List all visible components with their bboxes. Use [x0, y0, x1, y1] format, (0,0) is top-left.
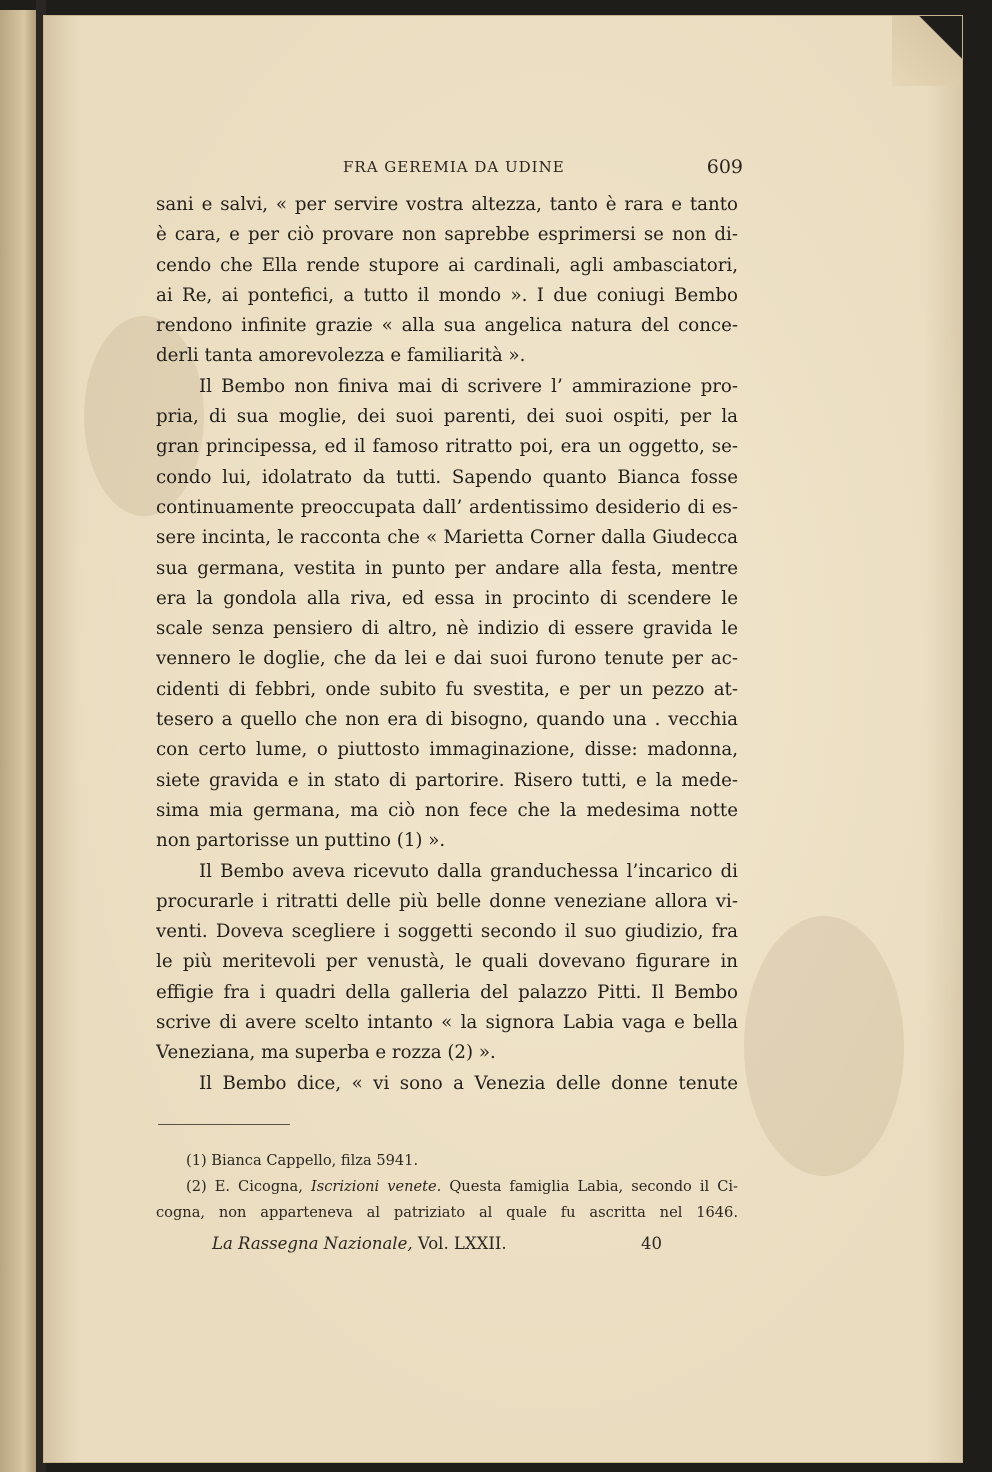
- footnote-2-text: Questa famiglia Labia, secondo il Ci-: [449, 1178, 738, 1195]
- text-line: venti. Doveva scegliere i soggetti secondo il suo giudizio, fra: [156, 921, 738, 943]
- text-line: le più meritevoli per venustà, le quali dovevano figurare in: [156, 951, 738, 973]
- text-line: con certo lume, o piuttosto immaginazione, disse: madonna,: [156, 739, 738, 761]
- text-line: era la gondola alla riva, ed essa in procinto di scendere le: [156, 587, 738, 609]
- running-head: [343, 156, 743, 180]
- text-line: scrive di avere scelto intanto « la signora Labia vaga e bella: [156, 1012, 738, 1034]
- footnote-2-marker: (2) E. Cicogna,: [186, 1178, 303, 1195]
- footnote-2-continuation: cogna, non apparteneva al patriziato al quale fu ascritta nel 1646.: [156, 1204, 738, 1221]
- footnote-1: (1) Bianca Cappello, filza 5941.: [186, 1152, 419, 1169]
- footnote-separator: [158, 1124, 290, 1125]
- paragraph-start-line: Il Bembo non finiva mai di scrivere l’ ammirazione pro-: [199, 375, 738, 397]
- signature-journal: La Rassegna Nazionale,: [212, 1234, 413, 1253]
- text-line: sani e salvi, « per servire vostra altezza, tanto è rara e tanto: [156, 194, 738, 215]
- text-line: condo lui, idolatrato da tutti. Sapendo quanto Bianca fosse: [156, 466, 738, 488]
- text-line: effigie fra i quadri della galleria del palazzo Pitti. Il Bembo: [156, 981, 738, 1003]
- page-number: 609: [706, 156, 743, 178]
- footnote-2-title: Iscrizioni venete.: [310, 1178, 442, 1195]
- text-line: tesero a quello che non era di bisogno, quando una . vecchia: [156, 709, 738, 731]
- text-line: sere incinta, le racconta che « Marietta Corner dalla Giudecca: [156, 527, 738, 549]
- paragraph-start-line: Il Bembo dice, « vi sono a Venezia delle donne tenute: [199, 1072, 738, 1094]
- text-line: cidenti di febbri, onde subito fu svestita, e per un pezzo at-: [156, 678, 738, 700]
- text-line: sima mia germana, ma ciò non fece che la medesima notte: [156, 799, 738, 821]
- body-text: [156, 190, 738, 1099]
- text-line: derli tanta amorevolezza e familiarità ».: [156, 345, 526, 367]
- signature-number: 40: [641, 1234, 662, 1253]
- text-line: cendo che Ella rende stupore ai cardinali, agli ambasciatori,: [156, 254, 738, 276]
- text-line: vennero le doglie, che da lei e dai suoi furono tenute per ac-: [156, 648, 738, 670]
- text-line: scale senza pensiero di altro, nè indizio di essere gravida le: [156, 618, 738, 640]
- text-line: sua germana, vestita in punto per andare alla festa, mentre: [156, 557, 738, 579]
- text-line: non partorisse un puttino (1) ».: [156, 830, 446, 852]
- footnote-2: [156, 1174, 738, 1200]
- running-title: FRA GEREMIA DA UDINE: [343, 158, 565, 176]
- signature-volume: Vol. LXXII.: [417, 1234, 507, 1253]
- text-line: siete gravida e in stato di partorire. Risero tutti, e la mede-: [156, 769, 738, 791]
- text-line: pria, di sua moglie, dei suoi parenti, dei suoi ospiti, per la: [156, 406, 738, 428]
- footnotes: [156, 1148, 738, 1226]
- signature-line: [212, 1234, 662, 1260]
- text-line: procurarle i ritratti delle più belle donne veneziane allora vi-: [156, 890, 738, 912]
- previous-page-edge: [0, 10, 40, 1472]
- text-line: continuamente preoccupata dall’ ardentissimo desiderio di es-: [156, 496, 738, 518]
- text-line: rendono infinite grazie « alla sua angelica natura del conce-: [156, 315, 738, 337]
- paragraph-start-line: Il Bembo aveva ricevuto dalla granduchessa l’incarico di: [199, 860, 738, 882]
- text-line: gran principessa, ed il famoso ritratto poi, era un oggetto, se-: [156, 436, 738, 458]
- page-corner-fold: [892, 16, 962, 86]
- text-line: è cara, e per ciò provare non saprebbe esprimersi se non di-: [156, 224, 738, 246]
- paper-stain: [744, 916, 904, 1176]
- text-line: ai Re, ai pontefici, a tutto il mondo ». I due coniugi Bembo: [156, 284, 738, 306]
- text-line: Veneziana, ma superba e rozza (2) ».: [156, 1042, 496, 1064]
